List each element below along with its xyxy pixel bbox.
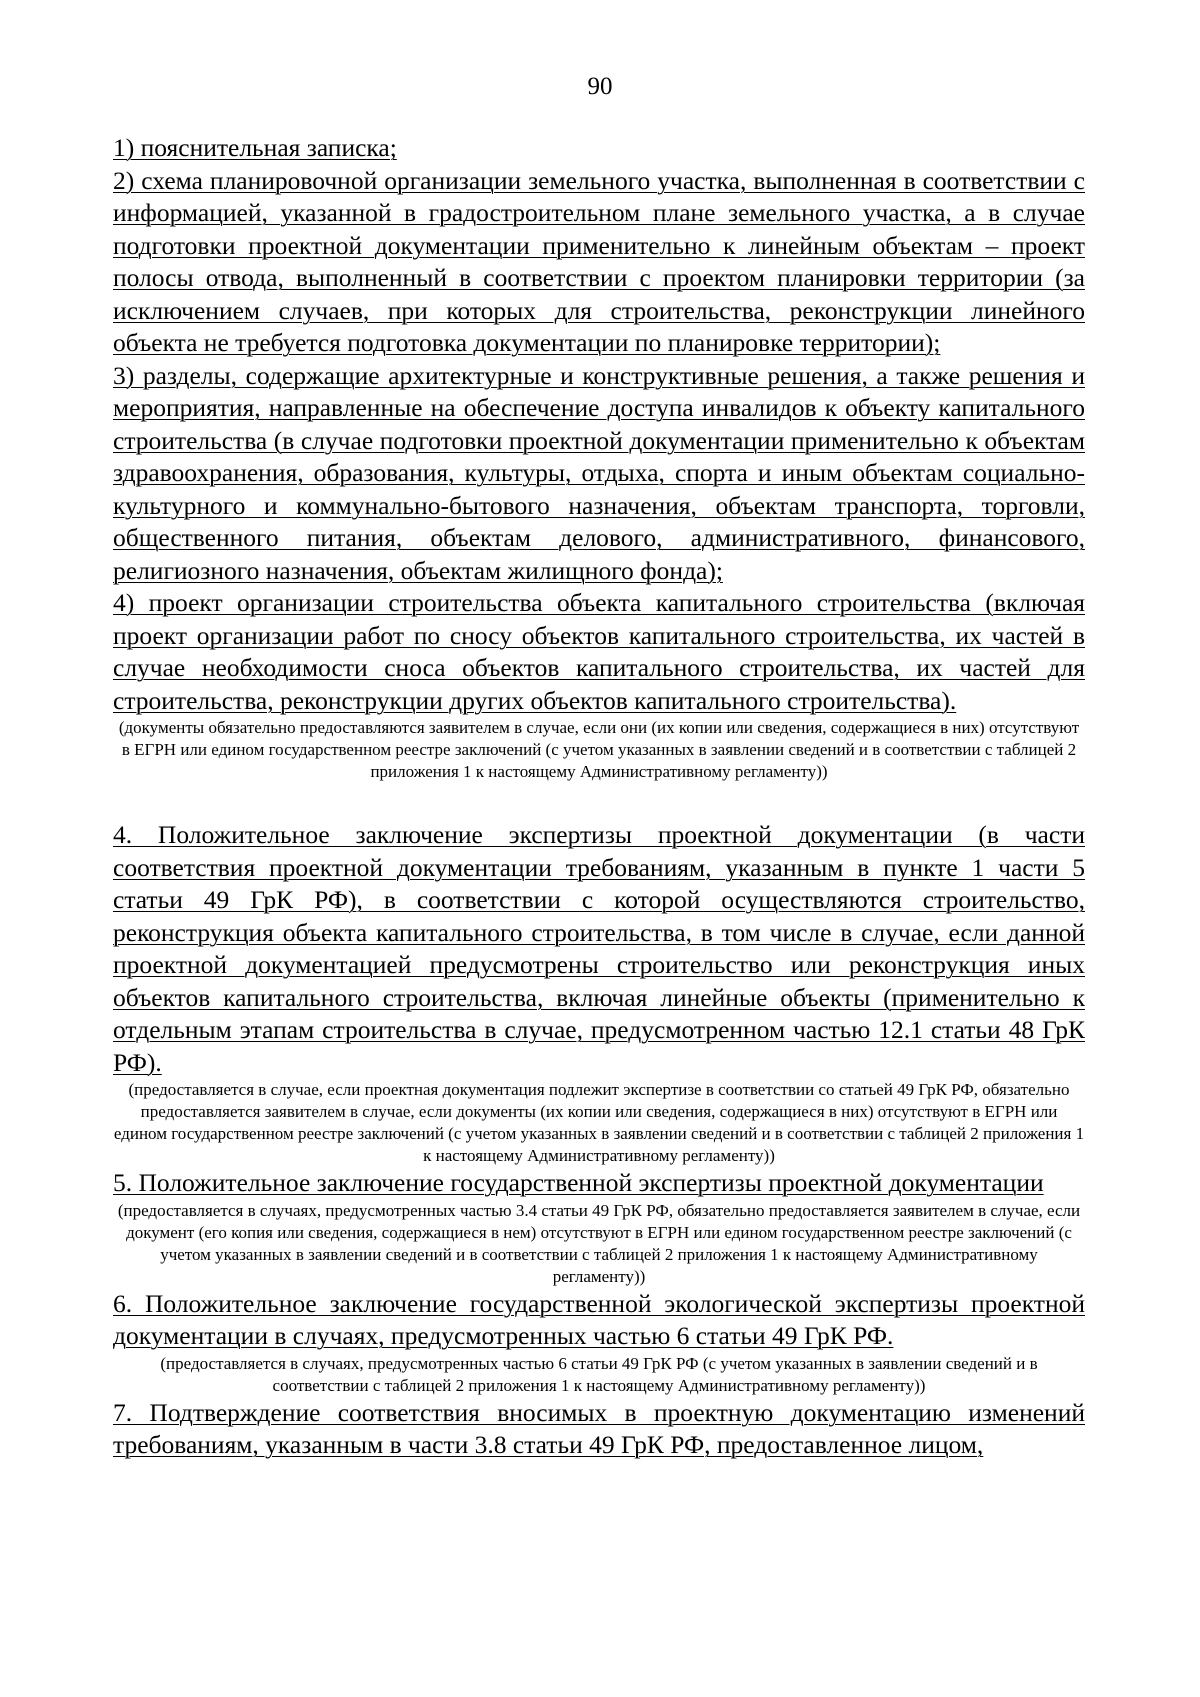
list-item-architectural-sections: 3) разделы, содержащие архитектурные и конструктивные решения, а также решения и мероприятия, направленные на обеспечение доступа инвалидов к объекту капитального строительства (в случае подготовки проектной документации применительно к объектам здравоохранения, образования, культуры, отдыха, спорта и иным объектам социально-культурного и коммунально-бытового назначения, объектам транспорта, торговли, общественного питания, объектам делового, административного, финансового, религиозного назначения, объектам жилищного фонда); (113, 360, 1085, 585)
document-body (113, 132, 1085, 1462)
note-section-5: (предоставляется в случаях, предусмотренных частью 3.4 статьи 49 ГрК РФ, обязательно предоставляется заявителем в случае, если документ (его копия или сведения, содержащиеся в нем) отсутствуют в ЕГРН или едином государственном реестре заключений (с учетом указанных в заявлении сведений и в соответствии с таблицей 2 приложения 1 к настоящему Административному регламенту)) (117, 1200, 1081, 1286)
list-item-site-plan-scheme: 2) схема планировочной организации земельного участка, выполненная в соответствии с информацией, указанной в градостроительном плане земельного участка, а в случае подготовки проектной документации применительно к линейным объектам – проект полосы отвода, выполненный в соответствии с проектом планировки территории (за исключением случаев, при которых для строительства, реконструкции линейного объекта не требуется подготовка документации по планировке территории); (113, 165, 1085, 357)
section-7-changes-confirmation: 7. Подтверждение соответствия вносимых в проектную документацию изменений требованиям, указанным в части 3.8 статьи 49 ГрК РФ, предоставленное лицом, (113, 1397, 1085, 1459)
note-section-4: (предоставляется в случае, если проектная документация подлежит экспертизе в соответствии со статьей 49 ГрК РФ, обязательно предоставляется заявителем в случае, если документы (их копии или сведения, содержащиеся в них) отсутствуют в ЕГРН или едином государственном реестре заключений (с учетом указанных в заявлении сведений и в соответствии с таблицей 2 приложения 1 к настоящему Административному регламенту)) (113, 1080, 1085, 1165)
note-documents-required: (документы обязательно предоставляются заявителем в случае, если они (их копии или сведения, содержащиеся в них) отсутствуют в ЕГРН или едином государственном реестре заключений (с учетом указанных в заявлении сведений и в соответствии с таблицей 2 приложения 1 к настоящему Административному регламенту)) (118, 718, 1080, 781)
section-4-expertise-conclusion: 4. Положительное заключение экспертизы проектной документации (в части соответствия проектной документации требованиям, указанным в пункте 1 части 5 статьи 49 ГрК РФ), в соответствии с которой осуществляются строительство, реконструкция объекта капитального строительства, в том числе в случае, если данной проектной документацией предусмотрены строительство или реконструкция иных объектов капитального строительства, включая линейные объекты (применительно к отдельным этапам строительства в случае, предусмотренном частью 12.1 статьи 48 ГрК РФ). (113, 820, 1085, 1077)
section-5-state-expertise: 5. Положительное заключение государственной экспертизы проектной документации (113, 1168, 1044, 1197)
spacer (113, 783, 1085, 819)
list-item-construction-organization: 4) проект организации строительства объекта капитального строительства (включая проект организации работ по сносу объектов капитального строительства, их частей в случае необходимости сноса объектов капитального строительства, их частей для строительства, реконструкции других объектов капитального строительства). (113, 588, 1085, 715)
page-number: 90 (587, 73, 613, 100)
list-item-explanatory-note: 1) пояснительная записка; (113, 133, 397, 162)
note-section-6: (предоставляется в случаях, предусмотренных частью 6 статьи 49 ГрК РФ (с учетом указанных в заявлении сведений и в соответствии с таблицей 2 приложения 1 к настоящему Административному регламенту)) (160, 1353, 1038, 1395)
section-6-ecological-expertise: 6. Положительное заключение государственной экологической экспертизы проектной документации в случаях, предусмотренных частью 6 статьи 49 ГрК РФ. (113, 1288, 1085, 1350)
